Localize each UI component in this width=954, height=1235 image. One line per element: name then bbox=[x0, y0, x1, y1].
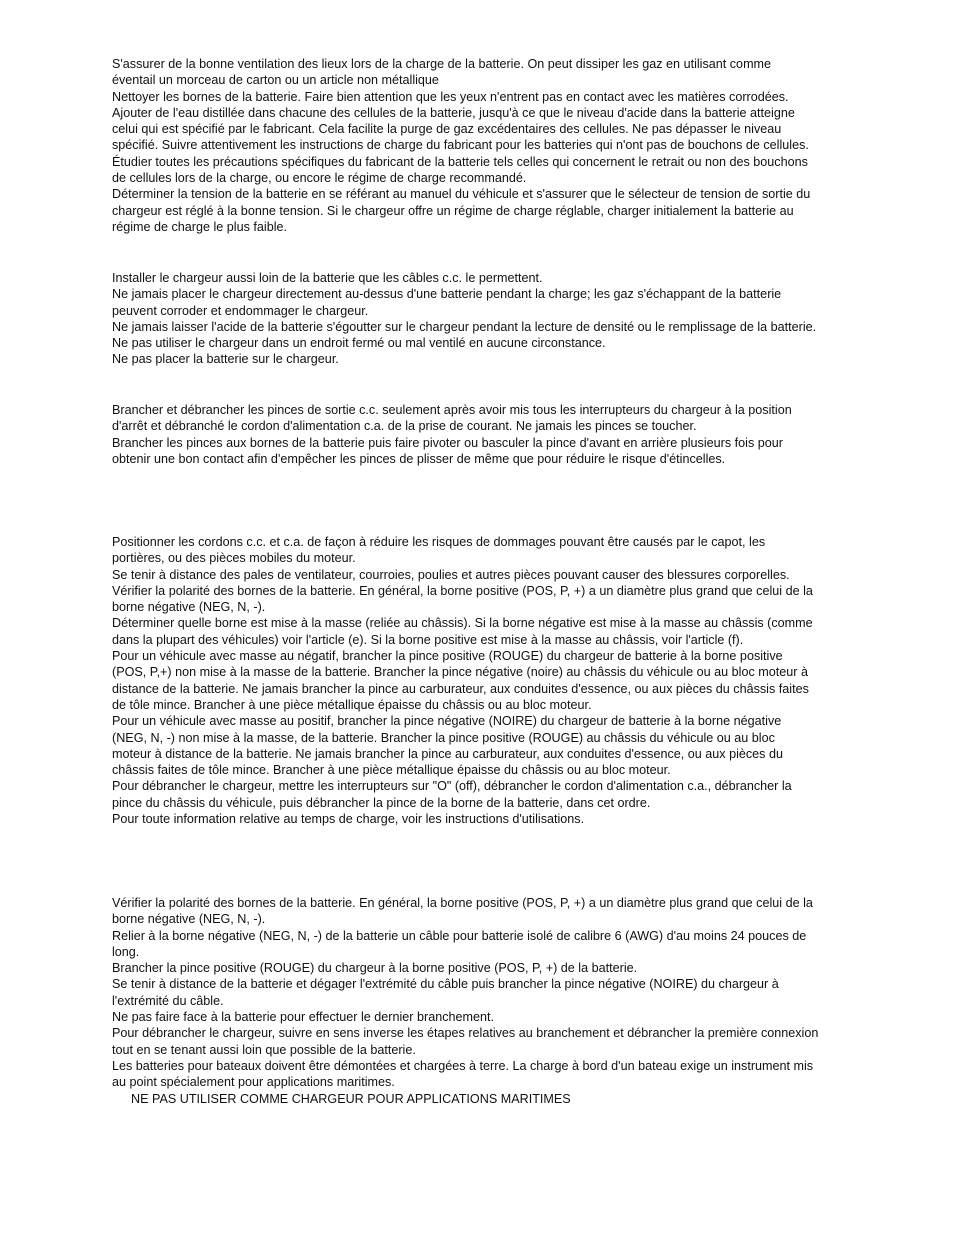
section-charger-location bbox=[112, 270, 902, 368]
text-line: Ne jamais placer le chargeur directement au-dessus d'une batterie pendant la charge; les gaz s'échappant de la batterie bbox=[112, 287, 782, 302]
section-ventilation-preparation bbox=[112, 56, 902, 235]
text-line: Relier à la borne négative (NEG, N, -) de la batterie un câble pour batterie isolé de calibre 6 (AWG) d'au moins 24 pouces de bbox=[112, 928, 807, 943]
section-battery-outside-vehicle bbox=[112, 895, 902, 1107]
text-line: chargeur est réglé à la bonne tension. Si le chargeur offre un régime de charge réglable, charger initialement la batterie au bbox=[112, 203, 794, 218]
marine-warning: NE PAS UTILISER COMME CHARGEUR POUR APPLICATIONS MARITIMES bbox=[131, 1091, 571, 1106]
text-line: Ajouter de l'eau distillée dans chacune des cellules de la batterie, jusqu'à ce que le niveau d'acide dans la batterie atteigne bbox=[112, 105, 795, 120]
text-line: Brancher la pince positive (ROUGE) du chargeur à la borne positive (POS, P, +) de la batterie. bbox=[112, 961, 638, 976]
text-line: l'extrémité du câble. bbox=[112, 993, 224, 1008]
text-line: Pour toute information relative au temps de charge, voir les instructions d'utilisations. bbox=[112, 812, 585, 827]
text-line: peuvent corroder et endommager le chargeur. bbox=[112, 303, 369, 318]
text-line: dans la plupart des véhicules) voir l'article (e). Si la borne positive est mise à la masse au châssis, voir l'article (f). bbox=[112, 632, 744, 647]
text-line: Vérifier la polarité des bornes de la batterie. En général, la borne positive (POS, P, +) a un diamètre plus grand que celui de la bbox=[112, 583, 813, 598]
text-line: Brancher et débrancher les pinces de sortie c.c. seulement après avoir mis tous les interrupteurs du chargeur à la position bbox=[112, 403, 792, 417]
text-line: Ne pas placer la batterie sur le chargeur. bbox=[112, 352, 339, 367]
section-battery-in-vehicle bbox=[112, 534, 902, 827]
text-line: obtenir une bon contact afin d'empêcher les pinces de plisser de même que pour réduire le risque d'étincelles. bbox=[112, 451, 726, 466]
text-line: moteur à distance de la batterie. Ne jamais brancher la pince au carburateur, aux conduites d'essence, ou aux pièces du bbox=[112, 746, 783, 761]
text-line: Nettoyer les bornes de la batterie. Faire bien attention que les yeux n'entrent pas en contact avec les matières corrodées. bbox=[112, 89, 789, 104]
text-line: Brancher les pinces aux bornes de la batterie puis faire pivoter ou basculer la pince d'avant en arrière plusieurs fois pour bbox=[112, 435, 783, 450]
text-line: Étudier toutes les précautions spécifiques du fabricant de la batterie tels celles qui concernent le retrait ou non des bouchons bbox=[112, 154, 808, 169]
text-line: portières, ou des pièces mobiles du moteur. bbox=[112, 551, 356, 566]
text-line: Vérifier la polarité des bornes de la batterie. En général, la borne positive (POS, P, +) a un diamètre plus grand que celui de la bbox=[112, 896, 813, 910]
text-line: Ne pas faire face à la batterie pour effectuer le dernier branchement. bbox=[112, 1010, 495, 1025]
text-line: de cellules lors de la charge, ou encore le régime de charge recommandé. bbox=[112, 171, 527, 186]
text-line: Pour débrancher le chargeur, mettre les interrupteurs sur "O" (off), débrancher le cordon d'alimentation c.a., débrancher la bbox=[112, 779, 792, 794]
text-line: châssis faites de tôle mince. Brancher à une pièce métallique épaisse du châssis ou au bloc moteur. bbox=[112, 763, 671, 778]
text-line: Ne jamais laisser l'acide de la batterie s'égoutter sur le chargeur pendant la lecture de densité ou le remplissage de la batterie. bbox=[112, 319, 817, 334]
text-line: éventail un morceau de carton ou un article non métallique bbox=[112, 73, 439, 88]
text-line: S'assurer de la bonne ventilation des lieux lors de la charge de la batterie. On peut dissiper les gaz en utilisant comme bbox=[112, 57, 772, 71]
text-line: (NEG, N, -) non mise à la masse, de la batterie. Brancher la pince positive (ROUGE) au châssis du véhicule ou au bloc bbox=[112, 730, 775, 745]
text-line: Déterminer la tension de la batterie en se référant au manuel du véhicule et s'assurer que le sélecteur de tension de sortie du bbox=[112, 187, 811, 202]
text-line: Ne pas utiliser le chargeur dans un endroit fermé ou mal ventilé en aucune circonstance. bbox=[112, 336, 606, 351]
text-line: long. bbox=[112, 944, 140, 959]
text-line: Positionner les cordons c.c. et c.a. de façon à réduire les risques de dommages pouvant être causés par le capot, les bbox=[112, 535, 766, 549]
text-line: d'arrêt et débranché le cordon d'alimentation c.a. de la prise de courant. Ne jamais les pinces se toucher. bbox=[112, 419, 697, 434]
text-line: distance de la batterie. Ne jamais brancher la pince au carburateur, aux conduites d'essence, ou aux pièces du châssis faites bbox=[112, 681, 809, 696]
text-line: (POS, P,+) non mise à la masse de la batterie. Brancher la pince négative (noire) au châssis du véhicule ou au bloc moteur à bbox=[112, 665, 808, 680]
text-line: Les batteries pour bateaux doivent être démontées et chargées à terre. La charge à bord d'un bateau exige un instrument mis bbox=[112, 1058, 814, 1073]
text-line: au point spécialement pour applications maritimes. bbox=[112, 1075, 395, 1090]
text-line: spécifié. Suivre attentivement les instructions de charge du fabricant pour les batteries qui n'ont pas de bouchons de cellules. bbox=[112, 138, 809, 153]
text-line: Pour débrancher le chargeur, suivre en sens inverse les étapes relatives au branchement et débrancher la première connexion bbox=[112, 1026, 819, 1041]
text-line: celui qui est spécifié par le fabricant. Cela facilite la purge de gaz excédentaires des cellules. Ne pas dépasser le niveau bbox=[112, 122, 782, 137]
text-line: régime de charge le plus faible. bbox=[112, 219, 288, 234]
text-line: borne négative (NEG, N, -). bbox=[112, 912, 266, 927]
text-line: Installer le chargeur aussi loin de la batterie que les câbles c.c. le permettent. bbox=[112, 271, 543, 285]
text-line: Pour un véhicule avec masse au positif, brancher la pince négative (NOIRE) du chargeur de batterie à la borne négative bbox=[112, 714, 782, 729]
text-line: pince du châssis du véhicule, puis débrancher la pince de la borne de la batterie, dans cet ordre. bbox=[112, 795, 651, 810]
text-line: de tôle mince. Brancher à une pièce métallique épaisse du châssis ou au bloc moteur. bbox=[112, 697, 592, 712]
text-line: Se tenir à distance de la batterie et dégager l'extrémité du câble puis brancher la pince négative (NOIRE) du chargeur à bbox=[112, 977, 779, 992]
text-line: Pour un véhicule avec masse au négatif, brancher la pince positive (ROUGE) du chargeur de batterie à la borne positive bbox=[112, 649, 783, 664]
text-line: borne négative (NEG, N, -). bbox=[112, 600, 266, 615]
text-line: Déterminer quelle borne est mise à la masse (reliée au châssis). Si la borne négative est mise à la masse au châssis (comme bbox=[112, 616, 813, 631]
text-line: Se tenir à distance des pales de ventilateur, courroies, poulies et autres pièces pouvant causer des blessures corporelles. bbox=[112, 567, 790, 582]
section-dc-connection-precautions bbox=[112, 402, 902, 467]
text-line: tout en se tenant aussi loin que possible de la batterie. bbox=[112, 1042, 416, 1057]
